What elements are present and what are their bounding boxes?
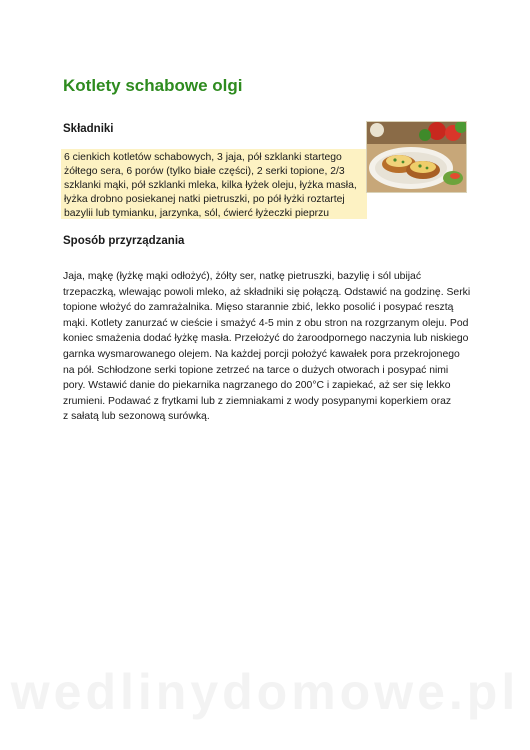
method-line: z sałatą lub sezonową surówką. bbox=[63, 411, 210, 423]
ingredients-heading: Składniki bbox=[63, 123, 114, 135]
method-line: zrumieni. Podawać z frytkami lub z ziemniakami z wody posypanymi koperkiem oraz bbox=[63, 395, 452, 407]
ingredients-line: łyżka drobno posiekanej natki pietruszki, po pół łyżki roztartej bbox=[64, 194, 345, 205]
method-line: na pół. Schłodzone serki topione zetrzeć na tarce o dużych otworach i posypać nimi bbox=[63, 364, 449, 376]
method-line: pory. Wstawić danie do piekarnika nagrzanego do 200°C i zapiekać, aż ser się lekko bbox=[63, 380, 451, 392]
method-line: trzepaczką, wlewając powoli mleko, aż składniki się połączą. Odstawić na godzinę. Serki bbox=[63, 286, 471, 298]
page-title: Kotlety schabowe olgi bbox=[63, 76, 243, 95]
method-line: garnka wysmarowanego olejem. Na każdej porcji położyć kawałek pora przekrojonego bbox=[63, 348, 460, 360]
ingredients-line: 6 cienkich kotletów schabowych, 3 jaja, pół szklanki startego bbox=[64, 152, 342, 163]
dish-photo-icon bbox=[366, 121, 467, 193]
method-line: Jaja, mąkę (łyżkę mąki odłożyć), żółty ser, natkę pietruszki, bazylię i sól ubijać bbox=[63, 271, 422, 282]
ingredients-line: szklanki mąki, pół szklanki mleka, kilka łyżek oleju, łyżka masła, bbox=[64, 180, 357, 191]
method-heading: Sposób przyrządzania bbox=[63, 235, 185, 247]
method-text bbox=[63, 269, 471, 425]
method-line: mąki. Kotlety zanurzać w cieście i smażyć 4-5 min z obu stron na rozgrzanym oleju. Pod bbox=[63, 317, 469, 329]
ingredients-line: żółtego sera, 6 porów (tylko białe części), 2 serki topione, 2/3 bbox=[64, 166, 345, 177]
method-line: koniec smażenia dodać łyżkę masła. Przełożyć do żaroodpornego naczynia lub niskiego bbox=[63, 333, 469, 345]
method-line: topione włożyć do zamrażalnika. Mięso starannie zbić, lekko posolić i posypać resztą bbox=[63, 302, 454, 314]
ingredients-list bbox=[61, 149, 367, 219]
watermark: wedlinydomowe.pl bbox=[10, 664, 520, 720]
ingredients-line: bazylii lub tymianku, jarzynka, sól, ćwierć łyżeczki pieprzu bbox=[64, 208, 330, 219]
